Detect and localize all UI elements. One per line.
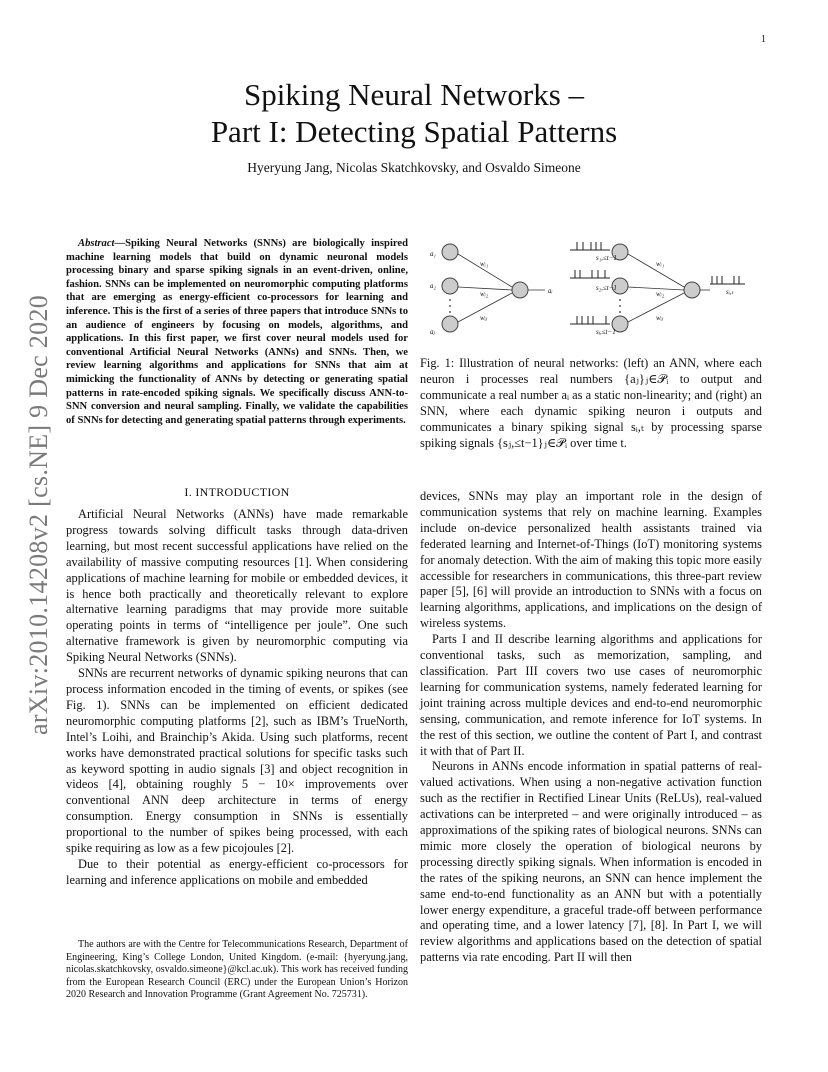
label-sj: sⱼ,≤t−1 (596, 328, 616, 336)
abstract-text: —Spiking Neural Networks (SNNs) are biologically inspired machine learning models that build on dynamic neuronal models processing binary and sparse spiking signals in an event-driven, online, fashion. SNNs can be implemented on neuromorphic computing platforms that are emerging as energy-efficient co-processors for learning and inference. This is the first of a series of three papers that introduce SNNs to an audience of engineers by focusing on models, algorithms, and applications. In this first paper, we first cover neural models used for conventional Artificial Neural Networks (ANNs) and SNNs. Then, we review learning algorithms and applications for SNNs that aim at mimicking the functionality of ANNs by detecting or generating spatial patterns in rate-encoded spiking signals. We specifically discuss ANN-to-SNN conversion and neural sampling. Finally, we validate the capabilities of SNNs for detecting and generating spatial patterns through experiments. (66, 238, 408, 426)
title-line-2: Part I: Detecting Spatial Patterns (210, 114, 618, 149)
label-wi2: wᵢ₂ (480, 290, 489, 298)
ann-input-neuron (442, 244, 458, 260)
paragraph: Due to their potential as energy-efficient co-processors for learning and inference applications on mobile and embedded (66, 856, 408, 887)
label-a2: a₂ (430, 282, 436, 290)
paragraph: Parts I and II describe learning algorithms and applications for conventional tasks, such as memorization, sampling, and classification. Part III covers two use cases of neuromorphic learning for communication systems, namely federated learning for joint training across multiple devices and end-to-end neuromorphic sensing, communication, and remote inference for IoT systems. In the rest of this section, we outline the content of Part I, and contrast it with that of Part II. (420, 632, 762, 758)
label-wij-snn: wᵢⱼ (656, 314, 663, 322)
page-number: 1 (761, 34, 766, 45)
abstract-label: Abstract (78, 238, 115, 249)
paragraph: devices, SNNs may play an important role in the design of communication systems that rely on machine learning. Examples include on-device personalized health assistants trained via federated learning and Internet-of-Things (IoT) monitoring systems for anomaly detection. With the aim of making this topic more easily accessible for researchers in communications, this three-part review paper [5], [6] will provide an introduction to SNNs with a focus on learning algorithms, applications, and implications on the design of wireless systems. (420, 489, 762, 631)
figure-1 (420, 232, 762, 344)
arxiv-watermark (25, 290, 53, 740)
abstract (66, 237, 408, 427)
arxiv-id: arXiv:2010.14208v2 [cs.NE] 9 Dec 2020 (24, 294, 53, 736)
paper-title (0, 76, 828, 150)
paragraph: Neurons in ANNs encode information in spatial patterns of real-valued activations. When using a non-negative activation function such as the rectifier in Rectified Linear Units (ReLUs), real-valued activations can be interpreted – and were originally introduced – as approximations of the spiking rates of biological neurons. SNNs can mimic more closely the operation of biological neurons by processing directly spiking signals. When information is encoded in the rates of the spiking neurons, an SNN can hence implement the same end-to-end functionality as an ANN but with a potentially lower energy expenditure, a graceful trade-off between performance and operating time, and a lower latency [7], [8]. In Part I, we will review algorithms and applications based on the detection of spatial patterns via rate encoding. Part II will then (420, 759, 762, 965)
label-sit: sᵢ,ₜ (726, 288, 734, 296)
label-wij: wᵢⱼ (480, 314, 487, 322)
label-a1: a₁ (430, 250, 436, 258)
ann-input-neuron (442, 316, 458, 332)
title-line-1: Spiking Neural Networks – (243, 77, 585, 112)
spike-train (570, 270, 610, 278)
label-s2: s₂,≤t−1 (596, 284, 617, 292)
snn-output-neuron (684, 282, 700, 298)
label-aj: aⱼ (430, 328, 435, 336)
figure-caption: Fig. 1: Illustration of neural networks: (left) an ANN, where each neuron i processes real numbers {aⱼ}ⱼ∈𝒫ᵢ to output and communicate a real number aᵢ as a static non-linearity; and (right) an SNN, where each dynamic spiking neuron i outputs and communicates a binary spiking signal sᵢ,ₜ by processing sparse spiking signals {sⱼ,≤t−1}ⱼ∈𝒫ᵢ over time t. (420, 356, 762, 450)
label-wi1: wᵢ₁ (480, 260, 489, 268)
footnote: The authors are with the Centre for Telecommunications Research, Department of Engineering, King’s College London, United Kingdom. (e-mail: {hyeryung.jang, nicolas.skatchkovsky, osvaldo.simeone}@kcl.ac.uk). This work has received funding from the European Research Council (ERC) under the European Union’s Horizon 2020 Research and Innovation Programme (Grant Agreement No. 725731). (66, 939, 408, 1001)
label-s1: s₁,≤t−1 (596, 254, 617, 262)
label-wi2-snn: wᵢ₂ (656, 290, 665, 298)
label-wi1-snn: wᵢ₁ (656, 260, 665, 268)
paragraph: Artificial Neural Networks (ANNs) have made remarkable progress towards solving difficult tasks through data-driven learning, but most recent successful applications have relied on the availability of massive computing resources [1]. When considering applications of machine learning for mobile or embedded devices, it is hence both practically and theoretically relevant to explore alternative learning paradigms that may provide more suitable operating points in terms of “intelligence per joule”. One such alternative framework is given by neuromorphic computing via Spiking Neural Networks (SNNs). (66, 507, 408, 665)
ann-output-neuron (512, 282, 528, 298)
left-column (66, 507, 408, 889)
spike-train (710, 276, 745, 284)
label-ai: aᵢ (548, 287, 553, 295)
spike-train (570, 316, 610, 324)
author-list: Hyeryung Jang, Nicolas Skatchkovsky, and Osvaldo Simeone (247, 160, 581, 175)
paragraph: SNNs are recurrent networks of dynamic spiking neurons that can process information encoded in the timing of events, or spikes (see Fig. 1). SNNs can be implemented on efficient dedicated neuromorphic computing platforms [2], such as IBM’s TrueNorth, Intel’s Loihi, and Brainchip’s Akida. Using such platforms, recent works have demonstrated practical solutions for specific tasks such as keyword spotting in audio signals [3] and object recognition in videos [4], obtaining roughly 5 − 10× improvements over conventional ANN deep architecture in terms of energy consumption. Energy consumption in SNNs is essentially proportional to the number of spikes being processed, with each spike requiring as low as a few picojoules [2]. (66, 666, 408, 856)
ann-input-neuron (442, 278, 458, 294)
spike-train (570, 242, 610, 250)
section-heading: I. INTRODUCTION (184, 485, 290, 499)
right-column (420, 489, 762, 966)
